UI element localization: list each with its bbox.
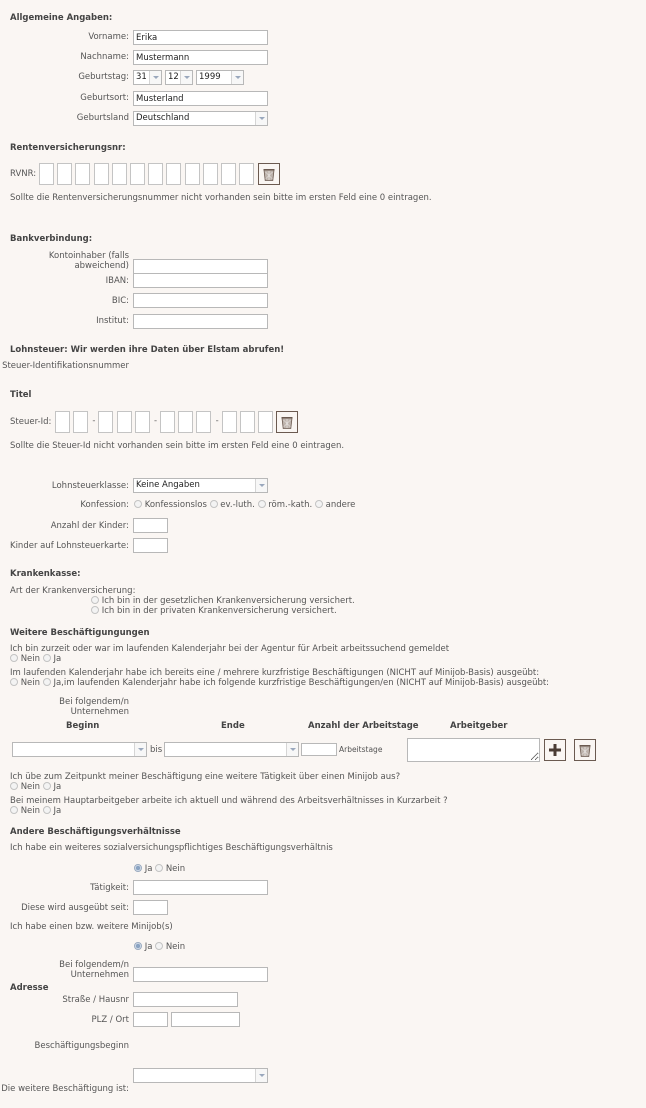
workdays-suffix: Arbeitstage (339, 745, 383, 754)
since-input[interactable] (133, 900, 168, 915)
further-q4-yes-radio[interactable] (43, 806, 51, 814)
until-label: bis (150, 745, 163, 755)
tax-id-digit-box[interactable] (135, 411, 150, 433)
column-workdays: Anzahl der Arbeitstage (308, 721, 419, 731)
institute-input[interactable] (133, 314, 268, 329)
other-q1-yes-radio[interactable] (134, 864, 142, 872)
tax-id-digit-box[interactable] (178, 411, 193, 433)
birth-month-select[interactable]: 12 (165, 70, 193, 85)
iban-input[interactable] (133, 273, 268, 288)
plus-icon (549, 744, 561, 756)
chevron-down-icon (286, 743, 298, 756)
birth-country-select[interactable]: Deutschland (133, 111, 268, 126)
rvnr-digit-box[interactable] (112, 163, 127, 185)
further-q4-no-radio[interactable] (10, 806, 18, 814)
further-q3-no-radio[interactable] (10, 782, 18, 790)
first-name-label: Vorname: (88, 32, 129, 42)
institute-label: Institut: (96, 316, 129, 326)
tax-class-label: Lohnsteuerklasse: (51, 481, 129, 491)
chevron-down-icon (149, 71, 161, 84)
health-heading: Krankenkasse: (10, 569, 81, 579)
tax-id-digit-box[interactable] (222, 411, 237, 433)
bic-input[interactable] (133, 293, 268, 308)
tax-id-digit-box[interactable] (240, 411, 255, 433)
further-q1-options: Nein Ja (10, 654, 61, 664)
trash-icon (579, 744, 591, 757)
rvnr-digit-box[interactable] (94, 163, 109, 185)
rvnr-hint: Sollte die Rentenversicherungsnummer nicht vorhanden sein bitte im ersten Feld eine 0 eintragen. (10, 193, 432, 203)
pension-heading: Rentenversicherungsnr: (10, 143, 126, 153)
activity-input[interactable] (133, 880, 268, 895)
rvnr-digit-box[interactable] (148, 163, 163, 185)
employer-textarea[interactable] (407, 738, 540, 762)
bic-label: BIC: (111, 296, 129, 306)
confession-radio-0[interactable] (134, 500, 142, 508)
further-q1-yes-radio[interactable] (43, 654, 51, 662)
tax-id-number-label: Steuer-Identifikationsnummer (2, 361, 129, 371)
rvnr-digit-box[interactable] (57, 163, 72, 185)
iban-label: IBAN: (105, 276, 129, 286)
further-q3: Ich übe zum Zeitpunkt meiner Beschäftigung eine weitere Tätigkeit über einen Minijob aus? (10, 772, 401, 782)
rvnr-digit-box[interactable] (185, 163, 200, 185)
other-q2-no-radio[interactable] (155, 942, 163, 950)
further-q2-no-radio[interactable] (10, 678, 18, 686)
tax-id-digit-box[interactable] (196, 411, 211, 433)
rvnr-digit-box[interactable] (75, 163, 90, 185)
last-name-input[interactable] (133, 50, 268, 65)
account-holder-label: Kontoinhaber (falls abweichend) (48, 251, 129, 271)
chevron-down-icon (180, 71, 192, 84)
account-holder-input[interactable] (133, 259, 268, 274)
further-q3-yes-radio[interactable] (43, 782, 51, 790)
confession-radio-group: Konfessionslos ev.-luth. röm.-kath. andere (134, 500, 355, 510)
other-q1-options: Ja Nein (134, 864, 185, 874)
since-label: Diese wird ausgeübt seit: (21, 903, 129, 913)
general-heading: Allgemeine Angaben: (10, 13, 113, 23)
health-option-statutory[interactable]: Ich bin in der gesetzlichen Krankenversicherung versichert. (91, 596, 355, 606)
confession-radio-1[interactable] (210, 500, 218, 508)
confession-radio-2[interactable] (258, 500, 266, 508)
further-q2-yes-radio[interactable] (43, 678, 51, 686)
children-label: Anzahl der Kinder: (50, 521, 129, 531)
birthplace-input[interactable] (133, 91, 268, 106)
tax-id-separator: - (154, 416, 158, 426)
further-q2: Im laufenden Kalenderjahr habe ich bereits eine / mehrere kurzfristige Beschäftigungen (NICHT auf Minijob-Basis) ausgeübt: (10, 668, 540, 678)
tax-id-digit-box[interactable] (117, 411, 132, 433)
begin-select[interactable] (12, 742, 147, 757)
tax-id-separator: - (215, 416, 219, 426)
rvnr-digit-box[interactable] (203, 163, 218, 185)
tax-id-digit-box[interactable] (98, 411, 113, 433)
further-heading: Weitere Beschäftigungungen (10, 628, 150, 638)
first-name-input[interactable] (133, 30, 268, 45)
further-q4: Bei meinem Hauptarbeitgeber arbeite ich aktuell und während des Arbeitsverhältnisses in Kurzarbeit ? (10, 796, 448, 806)
column-begin: Beginn (66, 721, 100, 731)
tax-id-digit-box[interactable] (160, 411, 175, 433)
other-q2-yes-radio[interactable] (134, 942, 142, 950)
city-input[interactable] (171, 1012, 240, 1027)
chevron-down-icon (255, 1069, 267, 1082)
birthplace-label: Geburtsort: (80, 93, 129, 103)
children-input[interactable] (133, 518, 168, 533)
tax-id-clear-button[interactable] (276, 411, 298, 433)
employment-type-select[interactable] (133, 1068, 268, 1083)
minijob-company-input[interactable] (133, 967, 268, 982)
rvnr-label: RVNR: (10, 169, 37, 179)
other-q1-no-radio[interactable] (155, 864, 163, 872)
chevron-down-icon (255, 479, 267, 492)
further-q4-options: Nein Ja (10, 806, 61, 816)
zip-input[interactable] (133, 1012, 168, 1027)
birth-year-select[interactable]: 1999 (196, 70, 244, 85)
end-select[interactable] (164, 742, 299, 757)
tax-id-digit-box[interactable] (258, 411, 273, 433)
other-heading: Andere Beschäftigungsverhältnisse (10, 827, 181, 837)
further-q1: Ich bin zurzeit oder war im laufenden Kalenderjahr bei der Agentur für Arbeit arbeitssuchend gemeldet (10, 644, 450, 654)
activity-label: Tätigkeit: (90, 883, 129, 893)
further-company-label: Bei folgendem/n Unternehmen (59, 697, 129, 717)
children-card-label: Kinder auf Lohnsteuerkarte: (10, 541, 129, 551)
birth-country-label: Geburtsland (76, 113, 129, 123)
column-end: Ende (221, 721, 245, 731)
start-label: Beschäftigungsbeginn (34, 1041, 129, 1051)
title-heading: Titel (10, 390, 32, 400)
further-q3-options: Nein Ja (10, 782, 61, 792)
confession-label: Konfession: (80, 500, 129, 510)
health-radio-statutory[interactable] (91, 596, 99, 604)
zip-city-label: PLZ / Ort (91, 1015, 129, 1025)
tax-id-hint: Sollte die Steuer-Id nicht vorhanden sein bitte im ersten Feld eine 0 eintragen. (10, 441, 345, 451)
rvnr-digit-box[interactable] (221, 163, 236, 185)
birthday-label: Geburtstag: (78, 72, 129, 82)
rvnr-digit-box[interactable] (39, 163, 54, 185)
column-employer: Arbeitgeber (450, 721, 508, 731)
employment-type-label: Die weitere Beschäftigung ist: (1, 1084, 129, 1094)
minijob-company-label: Bei folgendem/n Unternehmen (59, 960, 129, 980)
birth-day-select[interactable]: 31 (133, 70, 162, 85)
trash-icon (281, 416, 293, 429)
other-q2: Ich habe einen bzw. weitere Minijob(s) (10, 922, 173, 932)
address-heading: Adresse (10, 983, 49, 993)
tax-id-digit-box[interactable] (73, 411, 88, 433)
tax-id-separator: - (92, 416, 96, 426)
add-employment-button[interactable] (544, 739, 566, 761)
chevron-down-icon (255, 112, 267, 125)
tax-class-select[interactable]: Keine Angaben (133, 478, 268, 493)
street-input[interactable] (133, 992, 238, 1007)
remove-employment-button[interactable] (574, 739, 596, 761)
rvnr-digit-box[interactable] (130, 163, 145, 185)
tax-heading: Lohnsteuer: Wir werden ihre Daten über Elstam abrufen! (10, 345, 285, 355)
chevron-down-icon (134, 743, 146, 756)
workdays-input[interactable] (301, 743, 337, 756)
rvnr-digit-box[interactable] (166, 163, 181, 185)
other-q1: Ich habe ein weiteres sozialversichungspflichtiges Beschäftigungsverhältnis (10, 843, 333, 853)
further-q1-no-radio[interactable] (10, 654, 18, 662)
last-name-label: Nachname: (80, 52, 129, 62)
trash-icon (263, 168, 275, 181)
children-card-input[interactable] (133, 538, 168, 553)
street-label: Straße / Hausnr (62, 995, 129, 1005)
bank-heading: Bankverbindung: (10, 234, 93, 244)
health-type-label: Art der Krankenversicherung: (10, 586, 136, 596)
tax-id-digit-box[interactable] (55, 411, 70, 433)
tax-id-label: Steuer-Id: (10, 417, 52, 427)
other-q2-options: Ja Nein (134, 942, 185, 952)
further-q2-options: Nein Ja,im laufenden Kalenderjahr habe ich folgende kurzfristige Beschäftigungen/en (NICHT auf Minijob-Basis) ausgeübt: (10, 678, 549, 688)
rvnr-digit-box[interactable] (239, 163, 254, 185)
rvnr-clear-button[interactable] (258, 163, 280, 185)
confession-radio-3[interactable] (315, 500, 323, 508)
health-option-private[interactable]: Ich bin in der privaten Krankenversicherung versichert. (91, 606, 337, 616)
chevron-down-icon (231, 71, 243, 84)
health-radio-private[interactable] (91, 606, 99, 614)
